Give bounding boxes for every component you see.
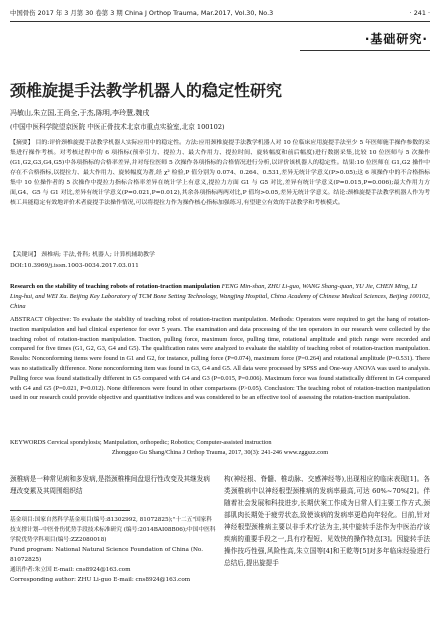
fund-footnote: 基金项目:国家自然科学基金项目(编号:81302992, 81072825);"十二五"国家科技支撑计划--中医骨伤优势手段技术标准研究 (编号:2014BAI08B06);中国中医科学院优势学科项目(编号:ZZ2080018) Fund program: National Natural Science Foundation of China (No. 81072825) 通讯作者:朱立国 E-mail: cns8924@163.com Corresponding author: ZHU Li-guo E-mail: cns8924@163.com [10,517,216,583]
abstract-cn: 【摘要】 目的:评价颈椎旋提手法教学机器人实际应用中的稳定性。方法:应用颈椎旋提手法教学机器人对 10 位临床应用旋提手法至少 5 年医师施手操作参数的采集进行操作考核。对考核过程中的 6 项指标(预牵引力、提拉力、最大作用力、提拉时间、旋转幅度和前后幅度)进行数据采集,比较 10 位医师与 5 次操作(G1,G2,G3,G4,G5)中各项指标的合格率差异,并对每位医师 5 次操作各项指标的合格情况进行分析,以评价该机器人的稳定性。结果:10 位医师在 G1,G2 操作中存在不合格指标,以提拉力、最大作用力、旋转幅度为著,经 χ² 检验,P 值分别为 0.074、0.264、0.531,差异无统计学意义(P>0.05);这 6 项操作中的不合格指标集中 10 位操作者的 5 次操作中提拉力指标合格率差异在统计学上有意义,提拉力方面 G1 与 G5 对比,差异有统计学意义(P=0.015,P=0.006);最大作用力方面,G4、G5 与 G1 对比,差异有统计学意义(P=0.021,P=0.012),其余各项指标两两对比,P 值均>0.05,差异无统计学意义。结论:颈椎旋提手法教学机器人作为考核工具能稳定有效地评价术者旋提手法操作情况,可以将提拉力作为操作核心指标加强练习,有望建立有效的手法教学和考核模式。 [10,140,430,206]
section-tag: ·基础研究· [364,32,428,46]
header-rule [10,21,430,22]
citation-line: Zhongguo Gu Shang/China J Orthop Trauma, 2017, 30(3): 241-246 www.zggszz.com [111,448,329,456]
english-keywords-block [10,438,430,458]
footnote-rule [10,510,130,511]
body-right-column: 构(神经根、脊髓、椎动脉、交感神经等),出现相应的临床表现[1]。各类颈椎病中以神经根型颈椎病的发病率最高,可达 60%~70%[2]。伴随着社会发展和科技进步,长期伏案工作成为日常人们主要工作方式,颈部肌肉长期处于疲劳状态,致使该病的发病率更趋向年轻化。目前,针对神经根型颈椎病主要以非手术疗法为主,其中旋转手法作为中医治疗该疾病的重要手段之一,具有疗程短、见效快的操作特点[3]。因旋转手法操作技巧性强,风险性高,朱立国等[4]和王乾等[5]对多年临床经验进行总结后,提出旋提手 [224,475,430,567]
authors: 冯敏山,朱立国,王尚全,于杰,陈明,李玲慧,魏戌 [10,109,150,117]
running-header-left: 中国骨伤 2017 年 3 月第 30 卷第 3 期 China J Orthop Trauma, Mar.2017, Vol.30, No.3 [10,9,274,17]
english-title-block [10,282,430,312]
english-abstract: ABSTRACT Objective: To evaluate the stability of teaching robot of rotation-traction manipulation. Methods: Operators were required to get the hang of rotation-traction manipulation and had clinical experience for over 5 years. The examination and data processing of the ten operators in our research were collected by the teaching robot of rotation-traction manipulation. Traction, pulling force, maximum force, pulling time, rotational amplitude and pitch range were recorded and compared for five times (G1, G2, G3, G4 and G5). The qualification rates were analyzed to evaluate the stability of teaching robot of rotation-traction manipulation. Results: Nonconforming items were found in G1 and G2, for instance, pulling force (P=0.074), maximum force (P=0.264) and rotational amplitude (P=0.531). There was no statistically difference. None nonconforming item was found in G3, G4 and G5. All data were processed by SPSS and One-way ANOVA was used to analysis. Pulling force was found statistically different in G5 compared with G4 and G3 (P=0.015, P=0.006). Maximum force was found statistically different in G4 compared with G4 and G5 (P=0.021, P=0.012). None differences were found in other comparisons (P>0.05). Conclusion: The teaching robot of rotation-traction manipulation used in our research could provide objective and quantitative indices and was considered to be an effective tool of assessing the rotation-traction manipulation. [10,316,430,402]
page-number: · 241 · [409,9,430,17]
english-authors: FENG Min-shan, ZHU Li-guo, WANG Shang-quan, YU Jie, CHEN Ming, LI Ling-hui, and WEI Xu. Beijing Key Laboratory of TCM Bone Setting Technology, Wangjing Hospital, China Academy of Chinese Medical Sciences, Beijing 100102, China [10,283,430,310]
body-left-paragraph: 颈椎病是一种常见病和多发病,是指颈椎椎间盘退行性改变及其继发病理改变累及其周围组织结 [10,475,210,495]
doi: DOI:10.3969/j.issn.1003-0034.2017.03.011 [10,263,139,269]
affiliation: (中国中医科学院望京医院 中医正骨技术北京市重点实验室,北京 100102) [10,123,225,131]
english-title: Research on the stability of teaching robots of rotation-traction manipulation [10,283,220,290]
keywords-cn: 【关键词】 颈椎病; 手法,骨科; 机器人; 计算机辅助教学 [10,252,155,258]
body-left-column [10,473,216,497]
english-keywords: KEYWORDS Cervical spondylosis; Manipulation, orthopedic; Robotics; Computer-assisted instruction [10,439,272,446]
running-header [10,6,430,20]
section-rule [300,50,430,51]
article-title: 颈椎旋提手法教学机器人的稳定性研究 [10,81,283,100]
